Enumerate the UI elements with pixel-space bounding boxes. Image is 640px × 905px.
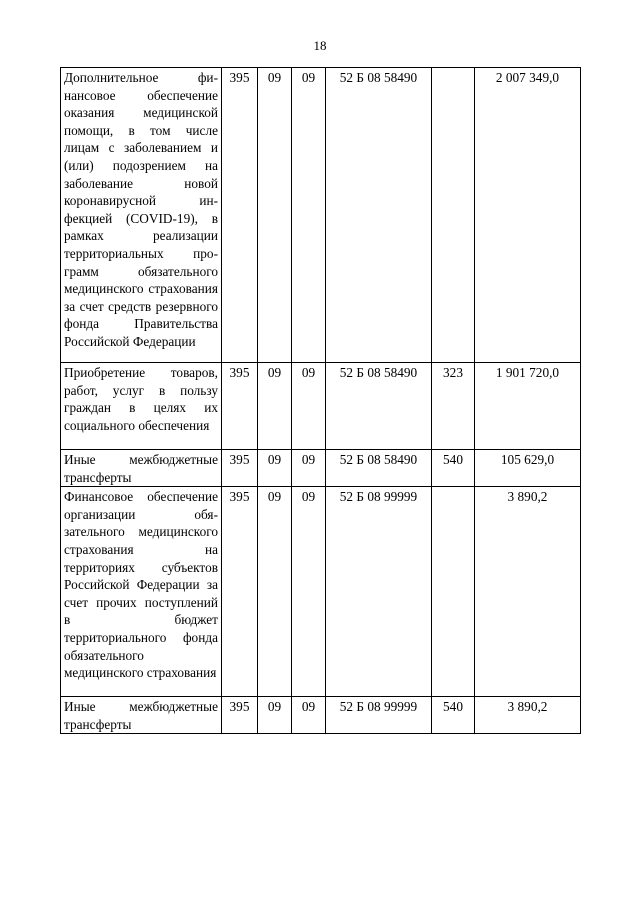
row-target: 52 Б 08 58490 bbox=[326, 68, 432, 363]
row-expense-type: 540 bbox=[432, 697, 475, 734]
table-row bbox=[61, 68, 581, 363]
row-target: 52 Б 08 58490 bbox=[326, 363, 432, 450]
row-subsection: 09 bbox=[292, 363, 326, 450]
row-ministry: 395 bbox=[222, 363, 258, 450]
row-name: Иные межбюджетные трансферты bbox=[61, 697, 222, 734]
page-number: 18 bbox=[313, 38, 327, 53]
table-row bbox=[61, 697, 581, 734]
row-target: 52 Б 08 58490 bbox=[326, 450, 432, 487]
row-subsection: 09 bbox=[292, 450, 326, 487]
row-section: 09 bbox=[258, 363, 292, 450]
row-amount: 2 007 349,0 bbox=[475, 68, 581, 363]
row-ministry: 395 bbox=[222, 68, 258, 363]
row-name: Финансовое обеспечение организации обязательного медицинского страхования на территориях субъектов Российской Федерации за счет прочих поступлений в бюджет территориального фонда обязательного медицинского страхования bbox=[61, 487, 222, 697]
row-section: 09 bbox=[258, 450, 292, 487]
row-expense-type: 540 bbox=[432, 450, 475, 487]
table-row bbox=[61, 450, 581, 487]
row-target: 52 Б 08 99999 bbox=[326, 697, 432, 734]
row-expense-type bbox=[432, 487, 475, 697]
row-name: Иные межбюджетные трансферты bbox=[61, 450, 222, 487]
row-amount: 1 901 720,0 bbox=[475, 363, 581, 450]
row-ministry: 395 bbox=[222, 450, 258, 487]
row-subsection: 09 bbox=[292, 487, 326, 697]
row-expense-type: 323 bbox=[432, 363, 475, 450]
row-section: 09 bbox=[258, 697, 292, 734]
row-section: 09 bbox=[258, 487, 292, 697]
row-subsection: 09 bbox=[292, 68, 326, 363]
row-amount: 105 629,0 bbox=[475, 450, 581, 487]
row-ministry: 395 bbox=[222, 697, 258, 734]
row-ministry: 395 bbox=[222, 487, 258, 697]
row-section: 09 bbox=[258, 68, 292, 363]
row-amount: 3 890,2 bbox=[475, 697, 581, 734]
table-row bbox=[61, 487, 581, 697]
row-expense-type bbox=[432, 68, 475, 363]
row-name: Дополнительное финансовое обеспечение оказания медицинской помощи, в том числе лицам с заболеванием и (или) подозрением на заболевание новой коронавирусной инфекцией (COVID-19), в рамках реализации территориальных программ обязательного медицинского страхования за счет средств резервного фонда Правительства Российской Федерации bbox=[61, 68, 222, 363]
row-target: 52 Б 08 99999 bbox=[326, 487, 432, 697]
row-name: Приобретение товаров, работ, услуг в пользу граждан в целях их социального обеспечения bbox=[61, 363, 222, 450]
budget-table bbox=[60, 67, 581, 734]
row-amount: 3 890,2 bbox=[475, 487, 581, 697]
row-subsection: 09 bbox=[292, 697, 326, 734]
table-row bbox=[61, 363, 581, 450]
